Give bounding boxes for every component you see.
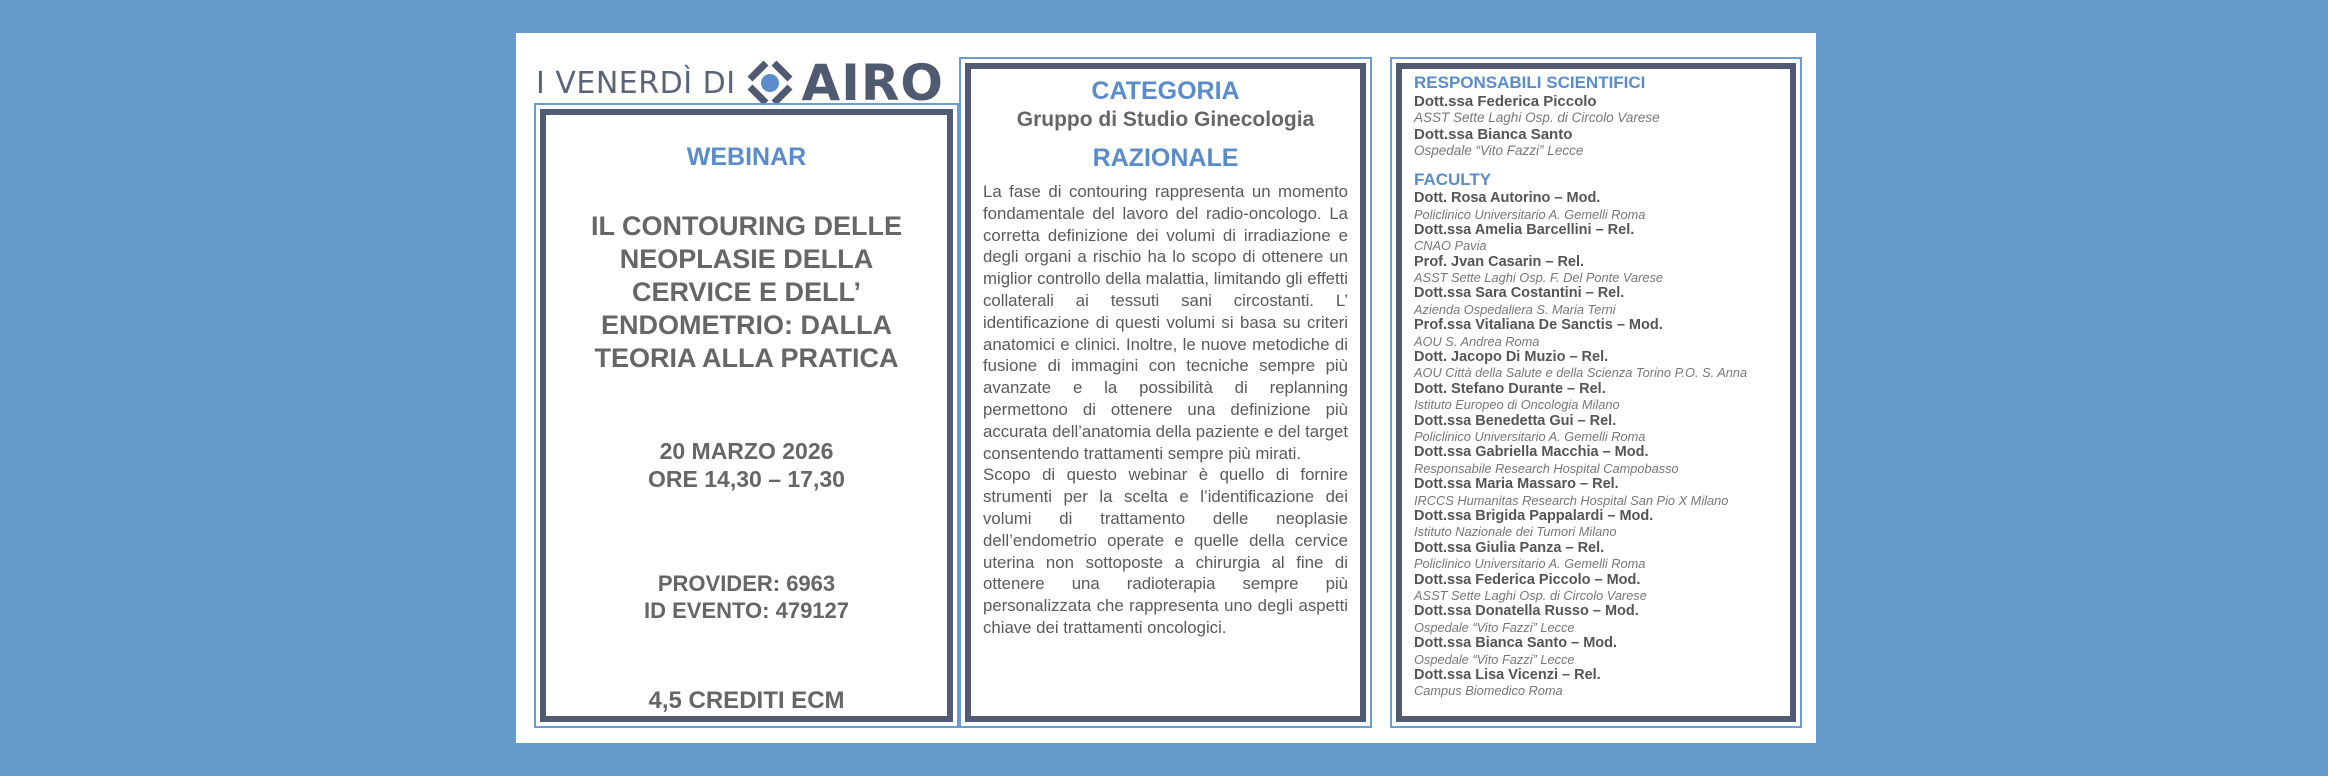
person-entry — [1414, 603, 1784, 635]
person-affiliation: ASST Sette Laghi Osp. F. Del Ponte Varese — [1414, 270, 1663, 286]
event-info-panel — [534, 103, 959, 728]
event-title: IL CONTOURING DELLE NEOPLASIE DELLA CERVICE E DELL’ ENDOMETRIO: DALLA TEORIA ALLA PRATICA — [590, 211, 902, 373]
person-entry — [1414, 317, 1784, 349]
person-affiliation: Istituto Nazionale dei Tumori Milano — [1414, 524, 1617, 540]
person-entry — [1414, 126, 1784, 159]
person-affiliation: Ospedale “Vito Fazzi” Lecce — [1414, 651, 1575, 667]
person-affiliation: Policlinico Universitario A. Gemelli Roma — [1414, 206, 1646, 222]
person-name: Dott.ssa Brigida Pappalardi – Mod. — [1414, 507, 1654, 524]
category-value: Gruppo di Studio Ginecologia — [1016, 108, 1315, 131]
person-affiliation: IRCCS Humanitas Research Hospital San Pio X Milano — [1414, 492, 1729, 508]
person-name: Prof. Jvan Casarin – Rel. — [1414, 253, 1585, 270]
faculty-heading: FACULTY — [1414, 170, 1492, 189]
event-date: 20 MARZO 2026 — [659, 438, 834, 464]
person-name: Dott. Jacopo Di Muzio – Rel. — [1414, 348, 1609, 365]
faculty-list — [1414, 190, 1784, 699]
flyer-sheet — [516, 33, 1816, 743]
faculty-panel — [1390, 57, 1802, 728]
person-affiliation: ASST Sette Laghi Osp. di Circolo Varese — [1414, 588, 1647, 604]
person-affiliation: CNAO Pavia — [1414, 238, 1487, 254]
person-name: Dott.ssa Lisa Vicenzi – Rel. — [1414, 666, 1601, 683]
person-affiliation: Policlinico Universitario A. Gemelli Roma — [1414, 556, 1646, 572]
person-name: Dott.ssa Bianca Santo — [1414, 126, 1573, 143]
person-entry — [1414, 349, 1784, 381]
person-entry — [1414, 222, 1784, 254]
person-name: Dott.ssa Bianca Santo – Mod. — [1414, 635, 1618, 652]
rationale-paragraph: Scopo di questo webinar è quello di fornire strumenti per la scelta e l’identificazione dei volumi di trattamento delle neoplasie dell’endometrio operate e quelle della cervice uterina non sottoposte a chirurgia al fine di ottenere una radioterapia sempre più personalizzata che rappresenta uno degli aspetti chiave dei trattamenti oncologici. — [983, 465, 1348, 637]
person-entry — [1414, 635, 1784, 667]
person-affiliation: Ospedale “Vito Fazzi” Lecce — [1414, 143, 1584, 158]
person-name: Dott.ssa Amelia Barcellini – Rel. — [1414, 221, 1635, 238]
rationale-panel — [959, 57, 1372, 728]
person-name: Dott.ssa Maria Massaro – Rel. — [1414, 476, 1619, 493]
person-affiliation: AOU S. Andrea Roma — [1414, 333, 1540, 349]
person-entry — [1414, 540, 1784, 572]
person-name: Dott. Rosa Autorino – Mod. — [1414, 190, 1601, 206]
person-entry — [1414, 254, 1784, 286]
rationale-text — [983, 181, 1348, 639]
person-name: Dott.ssa Donatella Russo – Mod. — [1414, 603, 1639, 620]
person-entry — [1414, 190, 1784, 222]
person-entry — [1414, 508, 1784, 540]
ecm-credits: 4,5 CREDITI ECM — [648, 687, 845, 714]
person-name: Dott.ssa Federica Piccolo – Mod. — [1414, 571, 1641, 588]
person-entry — [1414, 381, 1784, 413]
event-codes — [562, 570, 931, 624]
person-name: Dott.ssa Gabriella Macchia – Mod. — [1414, 444, 1649, 461]
provider-code: PROVIDER: 6963 — [657, 571, 836, 596]
person-name: Dott.ssa Sara Costantini – Rel. — [1414, 285, 1625, 302]
webinar-label: WEBINAR — [686, 143, 807, 171]
person-affiliation: Ospedale “Vito Fazzi” Lecce — [1414, 619, 1575, 635]
person-affiliation: Policlinico Universitario A. Gemelli Roma — [1414, 429, 1646, 445]
person-name: Dott.ssa Giulia Panza – Rel. — [1414, 539, 1605, 556]
person-entry — [1414, 285, 1784, 317]
event-time: ORE 14,30 – 17,30 — [648, 466, 845, 492]
person-entry — [1414, 476, 1784, 508]
person-entry — [1414, 667, 1784, 699]
event-id: ID EVENTO: 479127 — [643, 598, 850, 623]
person-name: Dott.ssa Federica Piccolo — [1414, 93, 1597, 110]
person-entry — [1414, 93, 1784, 126]
category-heading: CATEGORIA — [1091, 77, 1240, 105]
person-entry — [1414, 413, 1784, 445]
person-name: Prof.ssa Vitaliana De Sanctis – Mod. — [1414, 317, 1663, 334]
scientific-list — [1414, 93, 1784, 159]
person-affiliation: Azienda Ospedaliera S. Maria Terni — [1414, 301, 1616, 317]
person-name: Dott. Stefano Durante – Rel. — [1414, 380, 1606, 397]
person-entry — [1414, 572, 1784, 604]
person-affiliation: Istituto Europeo di Oncologia Milano — [1414, 397, 1620, 413]
person-affiliation: Campus Biomedico Roma — [1414, 683, 1563, 699]
event-datetime — [562, 437, 931, 493]
rationale-paragraph: La fase di contouring rappresenta un momento fondamentale del lavoro del radio-oncologo. La corretta definizione dei volumi di irradiazione e degli organi a rischio ha lo scopo di ottenere un miglior controllo della malattia, limitando gli effetti collaterali ai tessuti sani circostanti. L’ identificazione di questi volumi si basa su criteri anatomici e clinici. Inoltre, le nuove metodiche di fusione di immagini con tecniche sempre più avanzate e la possibilità di replanning permettono di ottenere una definizione più accurata dell’anatomia della paziente e del target consentendo trattamenti sempre più mirati. — [983, 182, 1348, 463]
person-affiliation: AOU Città della Salute e della Scienza Torino P.O. S. Anna — [1414, 365, 1748, 381]
logo-prefix: I VENERDÌ DI — [536, 65, 736, 101]
rationale-heading: RAZIONALE — [1092, 144, 1239, 172]
person-affiliation: ASST Sette Laghi Osp. di Circolo Varese — [1414, 110, 1660, 125]
scientific-heading: RESPONSABILI SCIENTIFICI — [1414, 73, 1646, 92]
logo-name: AIRO — [801, 54, 944, 112]
person-affiliation: Responsabile Research Hospital Campobasso — [1414, 460, 1679, 476]
person-entry — [1414, 444, 1784, 476]
person-name: Dott.ssa Benedetta Gui – Rel. — [1414, 412, 1617, 429]
